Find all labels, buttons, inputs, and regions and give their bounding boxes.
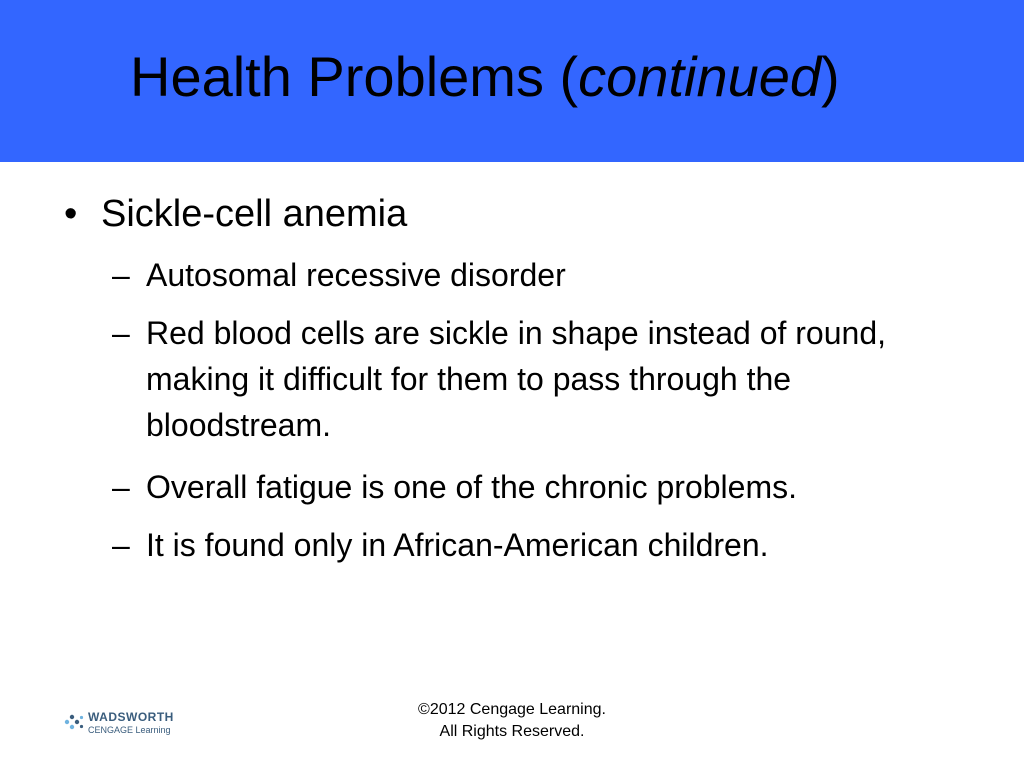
copyright-line: ©2012 Cengage Learning.: [418, 701, 606, 718]
sub-bullet-item: [112, 522, 972, 568]
slide-title: [130, 46, 840, 108]
bullet-text: Sickle-cell anemia: [101, 193, 408, 235]
wadsworth-logo: [62, 706, 192, 738]
logo-subtitle: CENGAGE Learning: [88, 725, 171, 735]
sub-bullet-item: [112, 464, 972, 510]
logo-name: WADSWORTH: [88, 710, 174, 724]
sub-bullet-text: It is found only in African-American children.: [146, 527, 769, 563]
slide-title-italic: continued: [578, 45, 822, 108]
dash-marker: –: [112, 257, 130, 293]
bullet-marker: •: [64, 193, 78, 235]
title-bar: [0, 0, 1024, 162]
sub-bullet-text: Autosomal recessive disorder: [146, 257, 566, 293]
sub-bullet-text: Overall fatigue is one of the chronic problems.: [146, 469, 797, 505]
dash-marker: –: [112, 315, 130, 351]
slide-title-main: Health Problems (: [130, 45, 579, 108]
copyright-notice: [362, 699, 662, 743]
dash-marker: –: [112, 527, 130, 563]
sub-bullet-item: [112, 310, 972, 448]
slide-title-close: ): [821, 45, 840, 108]
cengage-logo-icon: [62, 710, 86, 734]
rights-line: All Rights Reserved.: [439, 723, 585, 740]
dash-marker: –: [112, 469, 130, 505]
sub-bullet-item: [112, 252, 972, 298]
sub-bullet-text: Red blood cells are sickle in shape instead of round, making it difficult for them to pass through the bloodstream.: [146, 315, 886, 443]
